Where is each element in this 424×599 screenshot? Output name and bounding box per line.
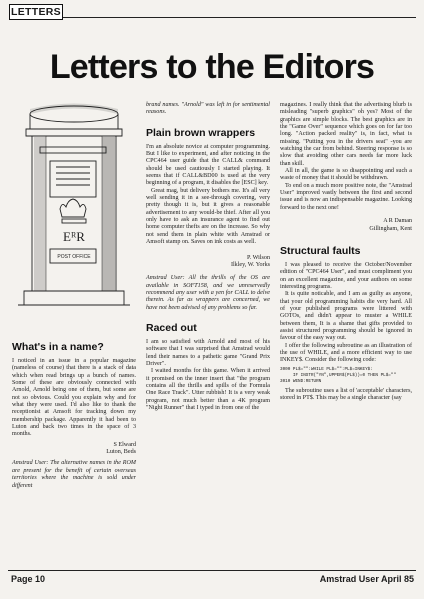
letter-3-paragraph-3: magazines. I really think that the advertising blurb is misleading "superb graphics" oh yes? Most of the graphics are simple blocks. The best graphics are in the "Game Over" sequence which goes on for far too long. "Action packed reality" is, in fact, what is missing. "Putting you in the drivers seat" -you are watching the car from behind. Steering response is so slow that avoiding other cars needs far more luck than skill.	[280, 102, 412, 167]
letter-1-signature-place: Luton, Beds	[106, 449, 136, 456]
page-number: Page 10	[11, 574, 46, 584]
letter-4-paragraph-1: I was pleased to receive the October/November edition of "CPC464 User", and must compliment you on an excellent magazine, and your authors on some interesting programs.	[280, 261, 412, 290]
heading-structural-faults: Structural faults	[280, 244, 361, 257]
header-rule	[63, 17, 416, 18]
letter-1-body: I noticed in an issue in a popular magazine (nameless of course) that there is a stack of data which when read brings up a bunch of names. Some of these are obviously connected with Arnold, Arnold being one of them, but some are not so obvious. Could you explain why and for what they were used. I'd also like to thank the receptionist at Amsoft for tracking down my membership package. Apparently it had been to Luton and back two times in the space of 3 months.	[12, 358, 136, 438]
letter-1-reply-continued: brand names. "Arnold" was left in for sentimental reasons.	[146, 102, 270, 116]
code-line: 3010 WEND:RETURN	[280, 378, 322, 384]
letter-1-signature-name: S Elward	[113, 441, 136, 448]
letter-3-paragraph-5: To end on a much more positive note, the "Amstrad User" improved vastly between the first and second issue and is now an indispensable magazine. Looking forward to the next one!	[280, 182, 412, 211]
column-3	[280, 102, 412, 402]
basic-code-listing	[280, 367, 412, 385]
letter-2-reply: Amstrad User: All the thrills of the OS are available in SOFT158, and we unreservedly recommend any user with a yen for CALL to delve therein. As far as wrappers are concerned, we have not been advised of any problems so far.	[146, 275, 270, 311]
letter-3-signature-place: Gillingham, Kent	[369, 225, 412, 232]
magazine-issue-label: Amstrad User April 85	[319, 574, 414, 584]
footer-rule	[8, 570, 416, 571]
letter-4-paragraph-3: I offer the following subroutine as an illustration of the use of WHILE, and a more efficient way to use INKEY$. Consider the following code:	[280, 342, 412, 364]
letter-1-reply: Amstrad User: The alternative names in the ROM are present for the benefit of certain overseas territories where the machine is sold under different	[12, 460, 136, 489]
section-tag	[9, 4, 63, 20]
code-line: IF INSTR("YN",UPPER$(PL$))=0 THEN PL$=""	[280, 372, 397, 378]
letter-2-signature-name: P. Wilson	[246, 254, 270, 261]
page-headline: Letters to the Editors	[49, 48, 375, 86]
letter-3-paragraph-1: I am so satisfied with Arnold and most of his software that I was surprised that Amstrad would lend their names to a pathetic game "Grand Prix Driver".	[146, 338, 270, 367]
section-tag-label: LETTERS	[11, 6, 61, 18]
pillar-box-cipher: EᴿR	[63, 229, 85, 244]
letter-3-signature-name: A R Daman	[383, 218, 412, 225]
pillar-box-illustration	[12, 101, 137, 311]
heading-plain-brown-wrappers: Plain brown wrappers	[146, 126, 256, 139]
letter-4-paragraph-2: It is quite noticable, and I am as guilty as anyone, that your old programming habits die very hard. All of your published programs were littered with GOTOs, and didn't appear to muster a WHILE between them, It is a shame that gifts provided to assist structured programming should be ignored in favour of the easy way out.	[280, 291, 412, 342]
letter-3-paragraph-4: All in all, the game is so disappointing and such a waste of money that it should be withdrawn.	[280, 168, 412, 182]
letter-3-paragraph-2: I waited months for this game. When it arrived it promised on the inner insert that "the program contains all the thrills and spills of the Formula One Race Track". Utter rubbish! It is a very weak program, not much better than a 4K program "Night Runner" that I typed in from one of the	[146, 368, 270, 411]
letter-4-paragraph-4: The subroutine uses a list of 'acceptable' characters, stored in PT$. This may be a single character (say	[280, 387, 412, 401]
column-2	[146, 102, 270, 412]
column-1	[12, 341, 136, 490]
code-line: 3000 PL$="":WHILE PL$="":PL$=INKEY$:	[280, 366, 373, 372]
letter-2-paragraph-2: Great mag, but delivery bothers me. It's all very well sending it in a see-through covering, very pretty though it is, but it gives a reasonable advertisement to any would-be thief. After all you only have to ask an insurance agent to find out home computer thefts are on the increase. So why not send them in plain white with Amstrad or Amsoft stamp on. Saves on ink costs as well.	[146, 187, 270, 246]
letter-2-signature-place: Ilkley, W. Yorks	[230, 261, 270, 268]
pillar-box-plate-text: POST OFFICE	[57, 254, 91, 260]
letter-2-paragraph-1: I'm an absolute novice at computer programming. But I like to experiment, and after noticing in the CPC464 user guide that the CALL& command should be used cautiously I started playing. It seems that if CALL&BD00 is used at the very beginning of a program, it disables the [ESC] key.	[146, 143, 270, 187]
heading-raced-out: Raced out	[146, 321, 197, 334]
heading-whats-in-a-name: What's in a name?	[12, 341, 104, 353]
